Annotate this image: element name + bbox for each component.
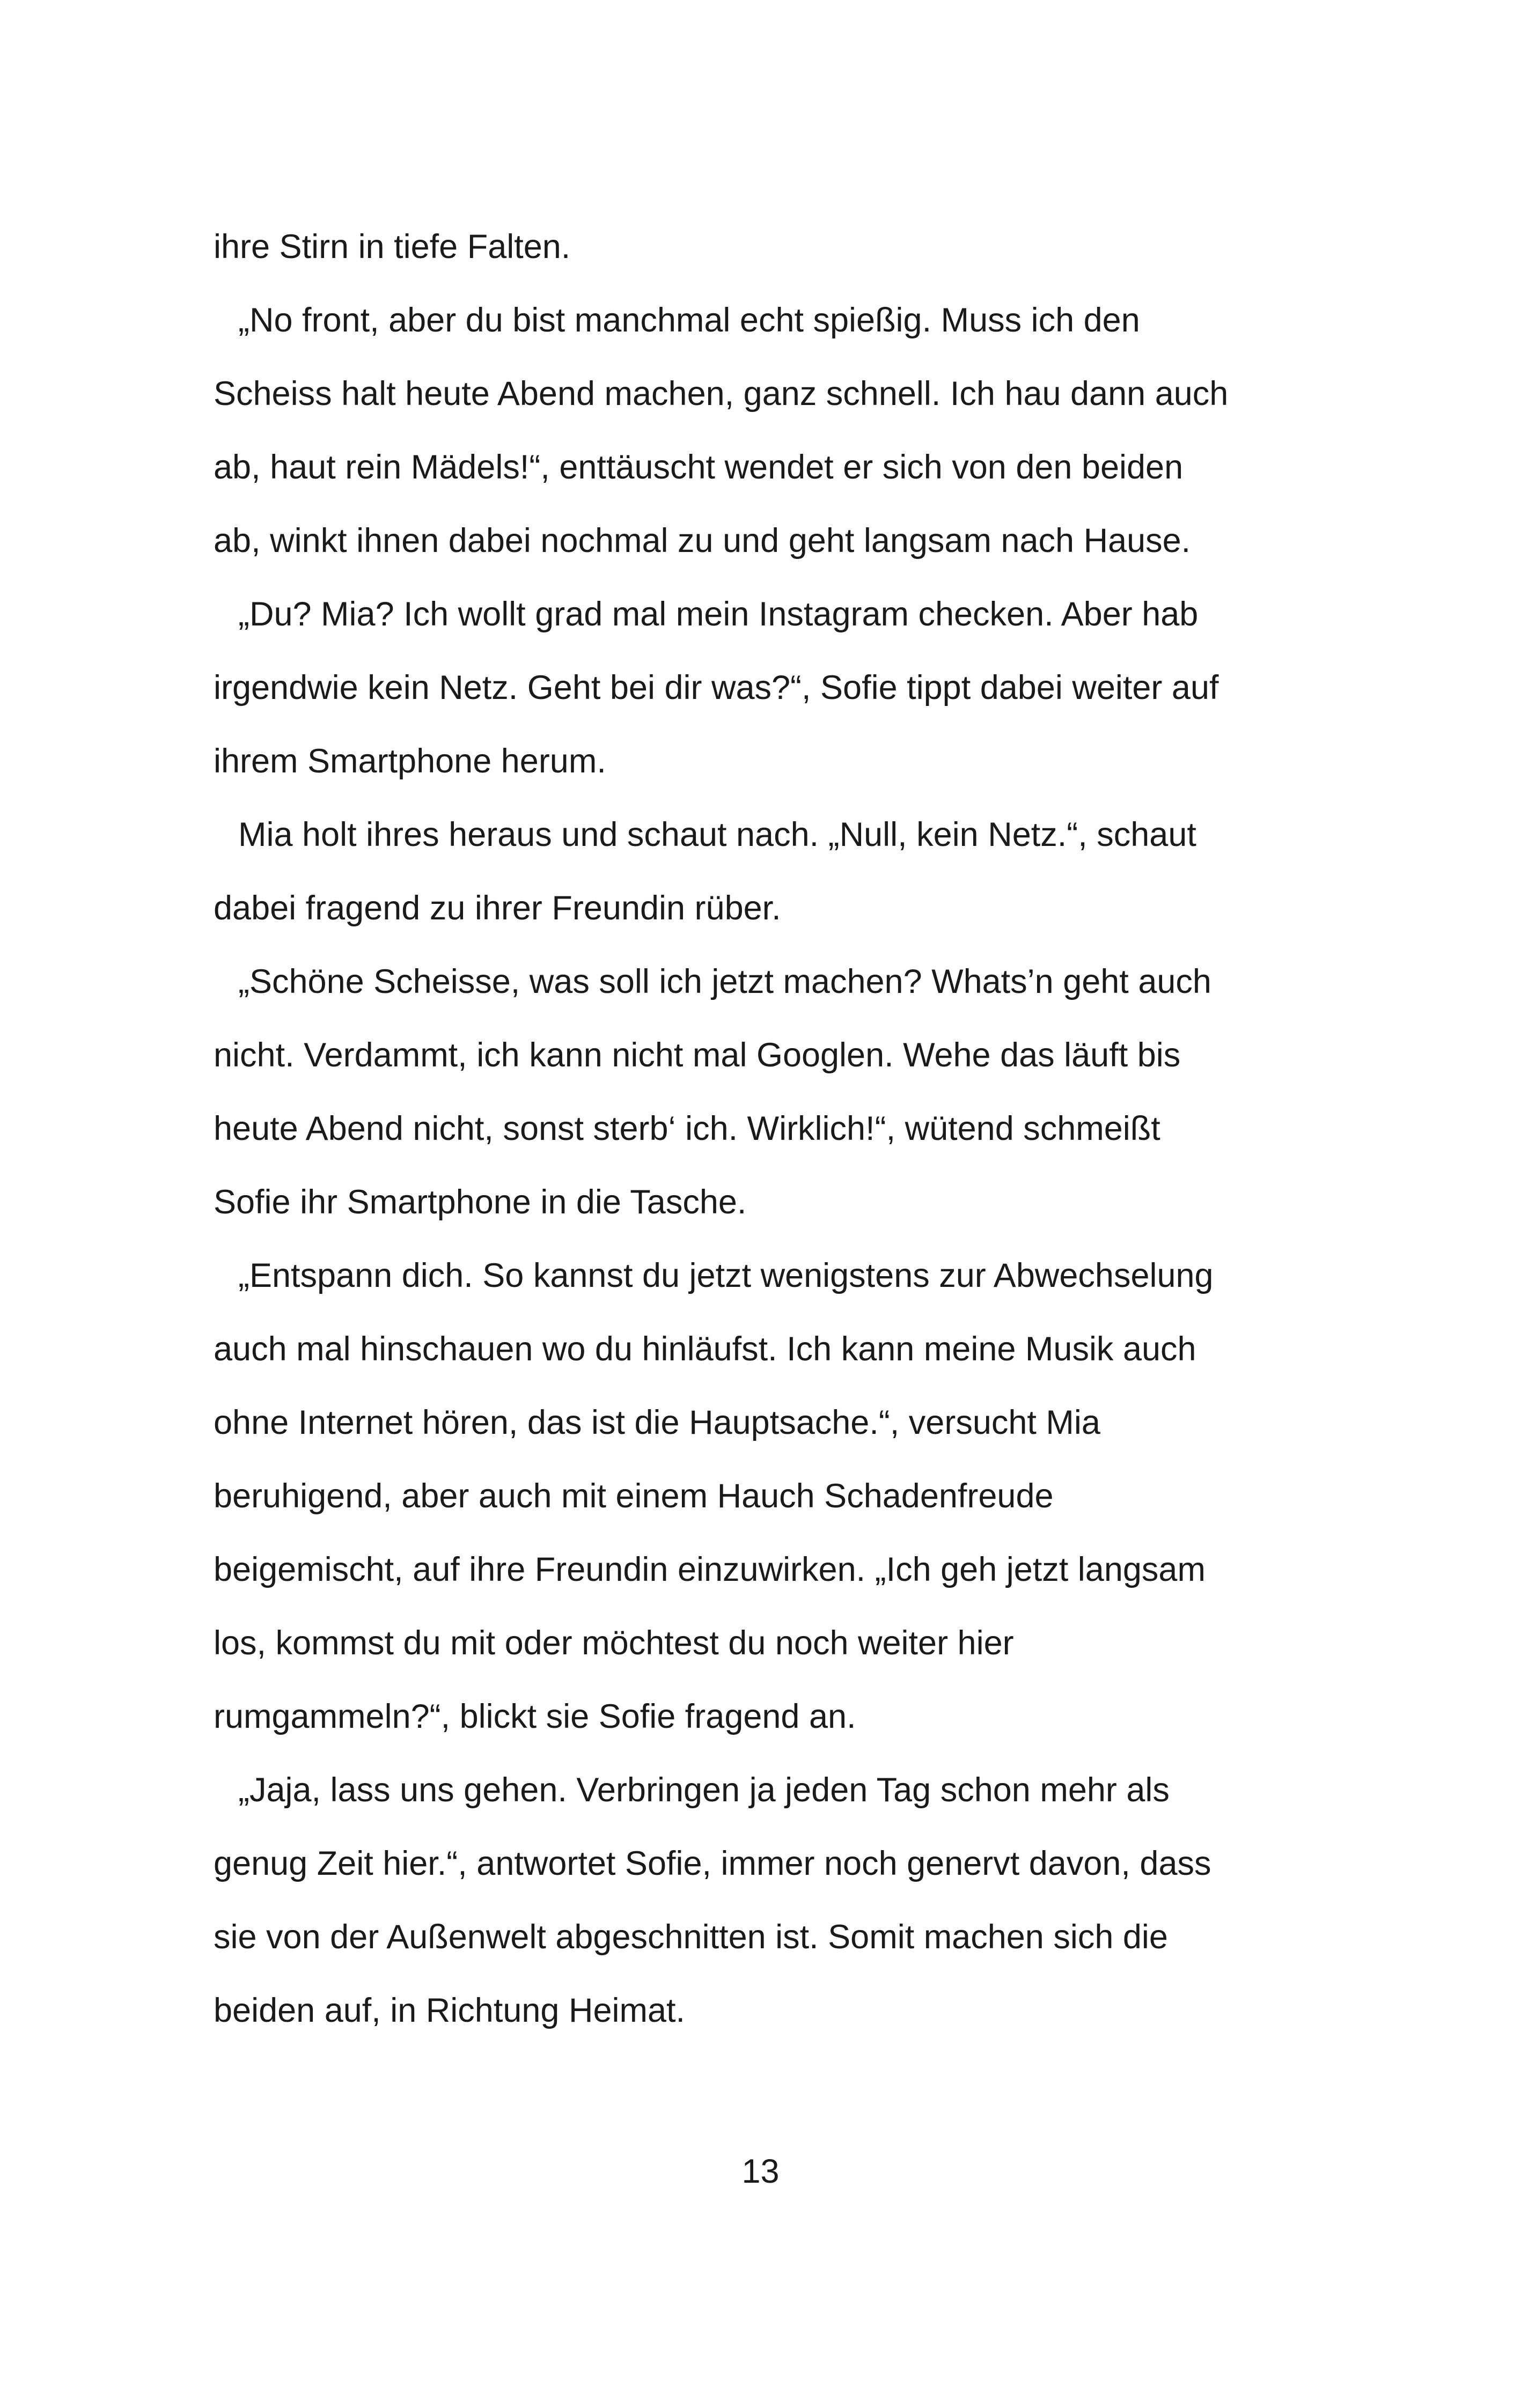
text-line: „Schöne Scheisse, was soll ich jetzt machen? Whats’n geht auch: [238, 963, 1211, 1000]
text-line: rumgammeln?“, blickt sie Sofie fragend an.: [214, 1698, 856, 1735]
text-line: beruhigend, aber auch mit einem Hauch Schadenfreude: [214, 1477, 1054, 1515]
text-line: „Entspann dich. So kannst du jetzt wenigstens zur Abwechselung: [238, 1257, 1214, 1294]
text-line: ab, winkt ihnen dabei nochmal zu und geht langsam nach Hause.: [214, 522, 1191, 559]
text-line: los, kommst du mit oder möchtest du noch weiter hier: [214, 1624, 1014, 1662]
text-line: ihre Stirn in tiefe Falten.: [214, 228, 571, 266]
text-line: dabei fragend zu ihrer Freundin rüber.: [214, 889, 781, 927]
text-line: genug Zeit hier.“, antwortet Sofie, immer noch genervt davon, dass: [214, 1845, 1211, 1882]
text-line: irgendwie kein Netz. Geht bei dir was?“, Sofie tippt dabei weiter auf: [214, 669, 1219, 706]
text-line: „No front, aber du bist manchmal echt spießig. Muss ich den: [238, 301, 1140, 339]
text-line: auch mal hinschauen wo du hinläufst. Ich kann meine Musik auch: [214, 1330, 1196, 1368]
text-line: „Jaja, lass uns gehen. Verbringen ja jeden Tag schon mehr als: [238, 1771, 1170, 1809]
text-line: beiden auf, in Richtung Heimat.: [214, 1992, 686, 2029]
page-number: 13: [741, 2153, 780, 2190]
text-line: Mia holt ihres heraus und schaut nach. „Null, kein Netz.“, schaut: [238, 816, 1196, 853]
text-line: sie von der Außenwelt abgeschnitten ist. Somit machen sich die: [214, 1918, 1168, 1956]
text-line: ohne Internet hören, das ist die Hauptsache.“, versucht Mia: [214, 1404, 1100, 1441]
text-line: Scheiss halt heute Abend machen, ganz schnell. Ich hau dann auch: [214, 375, 1229, 413]
text-line: Sofie ihr Smartphone in die Tasche.: [214, 1183, 747, 1221]
text-line: heute Abend nicht, sonst sterb‘ ich. Wirklich!“, wütend schmeißt: [214, 1110, 1160, 1147]
text-line: beigemischt, auf ihre Freundin einzuwirken. „Ich geh jetzt langsam: [214, 1551, 1206, 1588]
text-line: ab, haut rein Mädels!“, enttäuscht wendet er sich von den beiden: [214, 448, 1184, 486]
text-line: nicht. Verdammt, ich kann nicht mal Googlen. Wehe das läuft bis: [214, 1036, 1181, 1074]
text-line: „Du? Mia? Ich wollt grad mal mein Instagram checken. Aber hab: [238, 595, 1199, 633]
text-line: ihrem Smartphone herum.: [214, 742, 606, 780]
